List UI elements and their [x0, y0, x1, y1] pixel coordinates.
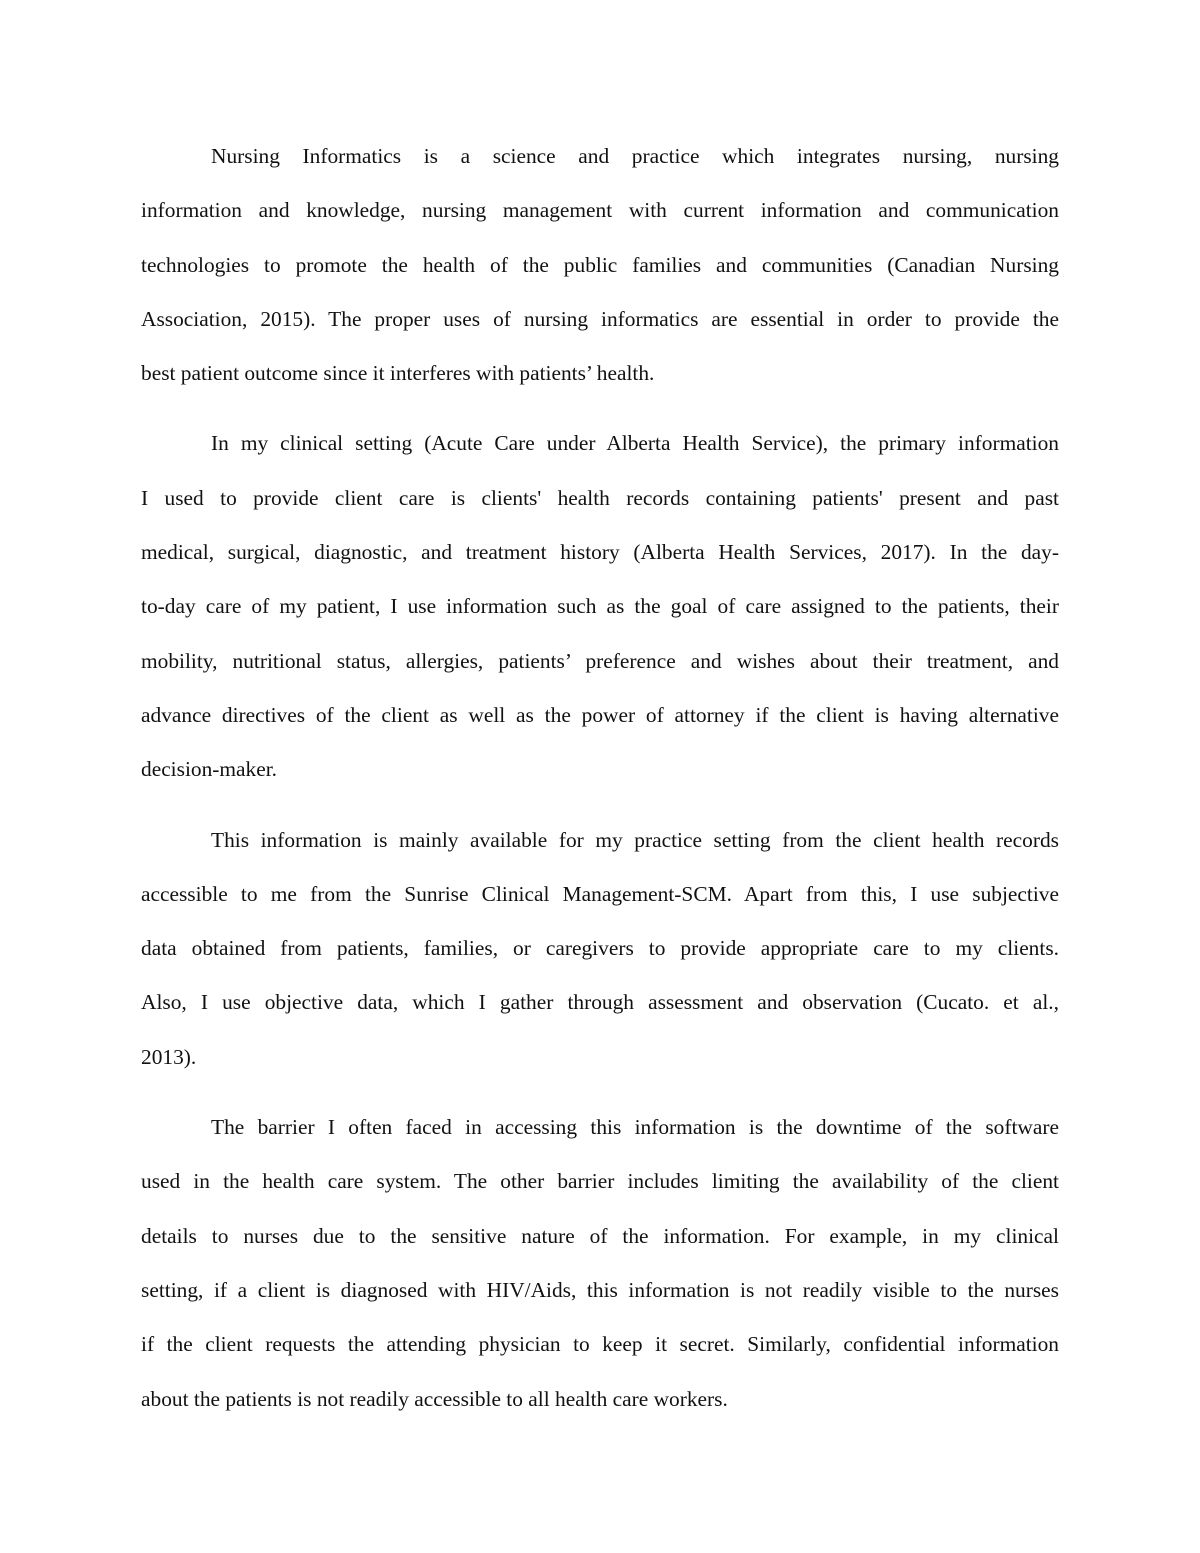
paragraph-line: advance directives of the client as well as the power of attorney if the client is having alternative — [141, 702, 1059, 727]
paragraph-line: details to nurses due to the sensitive nature of the information. For example, in my clinical — [141, 1223, 1059, 1248]
paragraph-line: best patient outcome since it interferes with patients’ health. — [141, 361, 655, 386]
paragraph-gap — [141, 1084, 1059, 1100]
paragraph-2 — [141, 416, 1059, 796]
paragraph-line: Association, 2015). The proper uses of nursing informatics are essential in order to provide the — [141, 306, 1059, 331]
paragraph-line: I used to provide client care is clients' health records containing patients' present and past — [141, 485, 1059, 510]
paragraph-3 — [141, 813, 1059, 1084]
paragraph-line: mobility, nutritional status, allergies, patients’ preference and wishes about their treatment, and — [141, 648, 1059, 673]
paragraph-line: decision-maker. — [141, 757, 278, 782]
paragraph-line: Nursing Informatics is a science and practice which integrates nursing, nursing — [211, 144, 1059, 168]
paragraph-gap — [141, 400, 1059, 416]
paragraph-1 — [141, 129, 1059, 400]
paragraph-line: to-day care of my patient, I use information such as the goal of care assigned to the patients, their — [141, 594, 1059, 619]
paragraph-line: setting, if a client is diagnosed with HIV/Aids, this information is not readily visible to the nurses — [141, 1277, 1059, 1302]
paragraph-line: if the client requests the attending physician to keep it secret. Similarly, confidential information — [141, 1332, 1059, 1357]
document-body — [141, 129, 1059, 1426]
paragraph-line: about the patients is not readily accessible to all health care workers. — [141, 1386, 728, 1411]
paragraph-line: This information is mainly available for my practice setting from the client health records — [211, 827, 1059, 852]
paragraph-line: The barrier I often faced in accessing this information is the downtime of the software — [211, 1115, 1059, 1140]
paragraph-line: 2013). — [141, 1044, 197, 1069]
paragraph-line: accessible to me from the Sunrise Clinical Management-SCM. Apart from this, I use subjective — [141, 881, 1059, 906]
paragraph-line: technologies to promote the health of the public families and communities (Canadian Nursing — [141, 252, 1059, 277]
paragraph-line: Also, I use objective data, which I gather through assessment and observation (Cucato. et al., — [141, 990, 1059, 1015]
paragraph-line: medical, surgical, diagnostic, and treatment history (Alberta Health Services, 2017). In the day- — [141, 540, 1059, 565]
paragraph-line: data obtained from patients, families, or caregivers to provide appropriate care to my clients. — [141, 936, 1059, 961]
paragraph-gap — [141, 797, 1059, 813]
paragraph-line: In my clinical setting (Acute Care under Alberta Health Service), the primary information — [211, 431, 1059, 456]
paragraph-line: used in the health care system. The other barrier includes limiting the availability of the client — [141, 1169, 1059, 1194]
paragraph-4 — [141, 1100, 1059, 1426]
paragraph-line: information and knowledge, nursing management with current information and communication — [141, 198, 1059, 223]
